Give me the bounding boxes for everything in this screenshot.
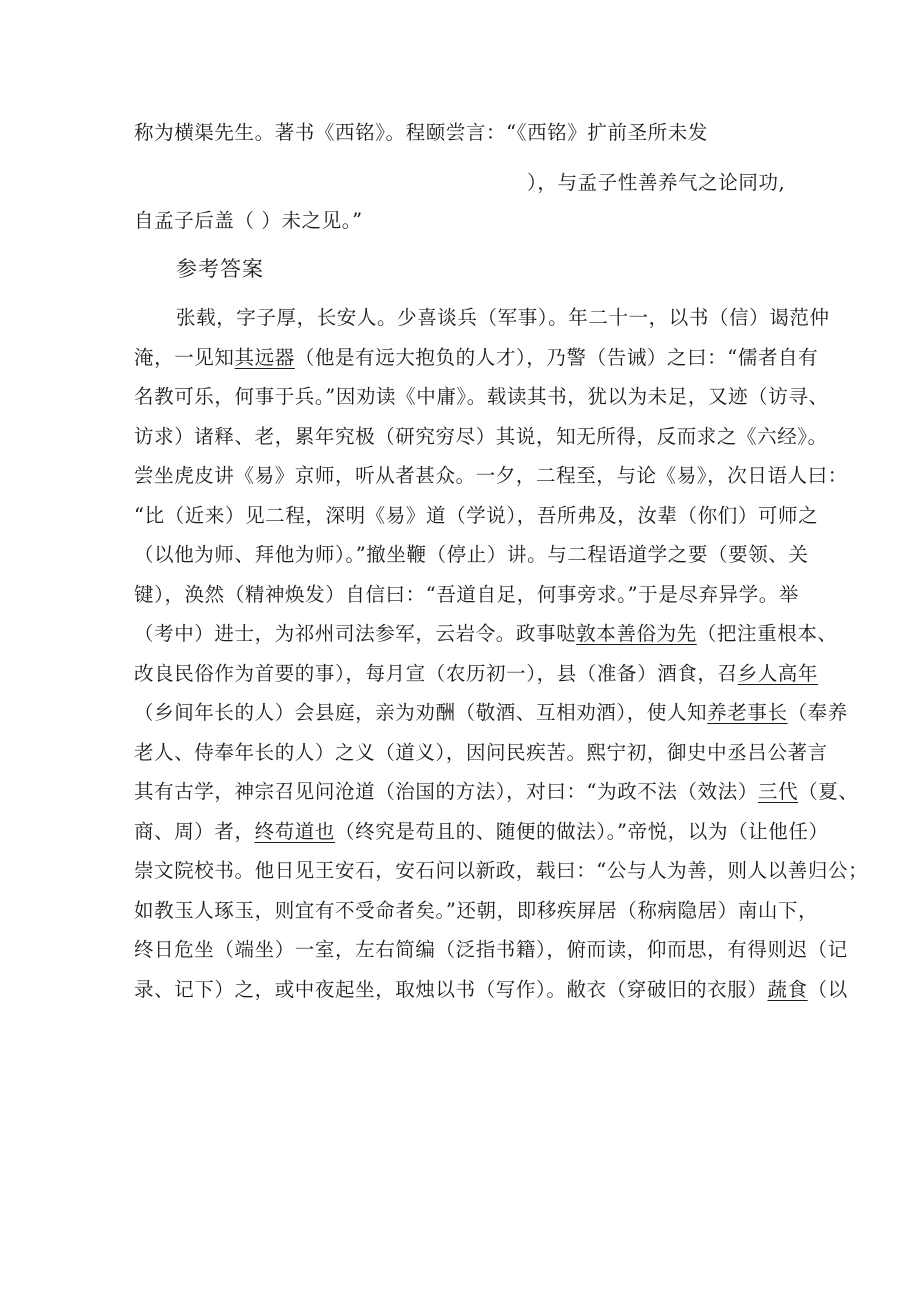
text-run: 商、周）者， bbox=[134, 820, 255, 843]
answer-line bbox=[134, 659, 819, 689]
answer-line bbox=[134, 580, 799, 610]
text-run: 尝坐虎皮讲《易》京师，听从者甚众。一夕，二程至，与论《易》，次日语人曰： bbox=[134, 464, 848, 487]
answer-line bbox=[134, 975, 848, 1005]
text-run: （把注重根本、 bbox=[696, 622, 838, 645]
underlined-phrase: 三代 bbox=[757, 780, 799, 803]
answer-line bbox=[134, 777, 859, 807]
underlined-phrase: 其远器 bbox=[234, 346, 295, 369]
answer-line bbox=[134, 382, 829, 412]
text-run: “比（近来）见二程，深明《易》道（学说），吾所弗及，汝辈（你们）可师之 bbox=[134, 504, 819, 527]
answer-line bbox=[134, 738, 828, 768]
text-run: 终日危坐（端坐）一室，左右简编（泛指书籍），俯而读，仰而思，有得则迟（记 bbox=[134, 938, 848, 961]
intro-line: ），与孟子性善养气之论同功, bbox=[527, 171, 786, 194]
answer-line bbox=[134, 817, 829, 847]
text-run: 访求）诸释、老，累年究极（研究穷尽）其说，知无所得，反而求之《六经》。 bbox=[134, 425, 828, 448]
answer-line bbox=[134, 698, 848, 728]
text-run: 淹，一见知 bbox=[134, 346, 235, 369]
answer-line bbox=[134, 935, 848, 965]
text-run: （他是有远大抱负的人才），乃警（告诫）之曰：“儒者自有 bbox=[294, 346, 819, 369]
text-run: （以 bbox=[807, 978, 848, 1001]
text-run: 改良民俗作为首要的事），每月宣（农历初一），县（准备）酒食，召 bbox=[134, 662, 738, 685]
underlined-phrase: 养老事长 bbox=[707, 701, 788, 724]
text-run: 张载，字子厚，长安人。少喜谈兵（军事）。年二十一，以书（信）谒范仲 bbox=[176, 306, 830, 329]
text-run: （奉养 bbox=[787, 701, 848, 724]
answer-line bbox=[134, 540, 809, 570]
text-run: （夏、 bbox=[798, 780, 859, 803]
intro-line: 自孟子后盖（ ）未之见。” bbox=[134, 209, 363, 232]
text-run: （终究是苟且的、随便的做法）。”帝悦，以为（让他任） bbox=[335, 820, 829, 843]
text-run: 名教可乐，何事于兵。”因劝读《中庸》。载读其书，犹以为未足，又迹（访寻、 bbox=[134, 385, 829, 408]
answer-line bbox=[176, 303, 836, 333]
text-run: 键），涣然（精神焕发）自信曰：“吾道自足，何事旁求。”于是尽弃异学。举 bbox=[134, 583, 799, 606]
answer-line bbox=[134, 856, 869, 886]
text-run: 如教玉人琢玉，则宜有不受命者矣。”还朝，即移疾屏居（称病隐居）南山下， bbox=[134, 899, 819, 922]
text-run: （乡间年长的人）会县庭，亲为劝酬（敬酒、互相劝酒），使人知 bbox=[134, 701, 708, 724]
text-run: 其有古学，神宗召见问沧道（治国的方法），对曰：“为政不法（效法） bbox=[134, 780, 758, 803]
answer-line bbox=[134, 896, 819, 926]
text-run: 老人、侍奉年长的人）之义（道义），因问民疾苦。熙宁初，御史中丞吕公著言 bbox=[134, 741, 828, 764]
underlined-phrase: 终苟道也 bbox=[254, 820, 336, 843]
text-run: 崇文院校书。他日见王安石，安石问以新政，载曰：“公与人为善，则人以善归公； bbox=[134, 859, 869, 882]
text-run: （考中）进士，为祁州司法参军，云岩令。政事哒 bbox=[134, 622, 577, 645]
answer-line bbox=[134, 461, 848, 491]
answer-heading: 参考答案 bbox=[176, 257, 264, 281]
intro-line: 称为横渠先生。著书《西铭》。程颐尝言：“《西铭》扩前圣所未发 bbox=[134, 121, 708, 144]
text-run: 录、记下）之，或中夜起坐，取烛以书（写作）。敝衣（穿破旧的衣服） bbox=[134, 978, 768, 1001]
answer-line bbox=[134, 501, 819, 531]
text-run: （以他为师、拜他为师）。”撤坐鞭（停止）讲。与二程语道学之要（要领、关 bbox=[134, 543, 809, 566]
answer-line bbox=[134, 422, 828, 452]
underlined-phrase: 蔬食 bbox=[767, 978, 808, 1001]
underlined-phrase: 敦本善俗为先 bbox=[576, 622, 697, 645]
answer-line bbox=[134, 343, 819, 373]
answer-line bbox=[134, 619, 838, 649]
underlined-phrase: 乡人高年 bbox=[737, 662, 819, 685]
